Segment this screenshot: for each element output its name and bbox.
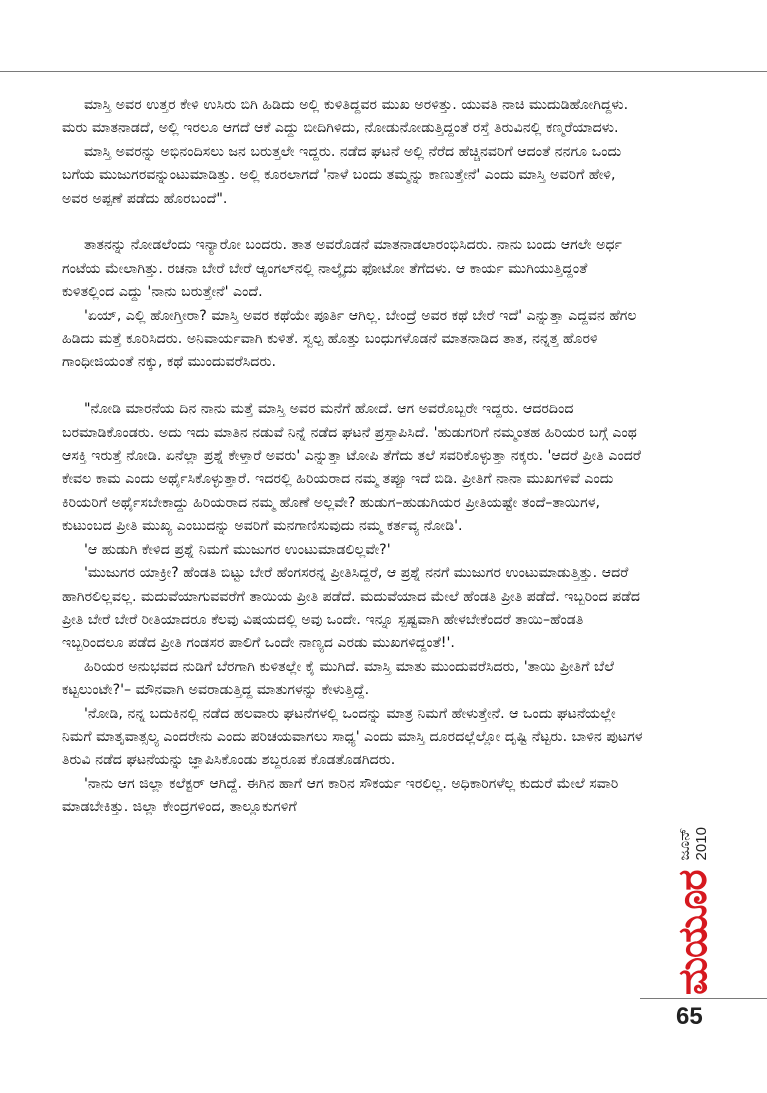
issue-date: ಜೂನ್ 2010 bbox=[676, 827, 710, 861]
paragraph: ತಾತನನ್ನು ನೋಡಲೆಂದು ಇನ್ಯಾರೋ ಬಂದರು. ತಾತ ಅವರೊಡನೆ ಮಾತನಾಡಲಾರಂಭಿಸಿದರು. ನಾನು ಬಂದು ಆಗಲೇ ಅರ್ಧ ಗಂಟೆಯ ಮೇಲಾಗಿತ್ತು. ರಚನಾ ಬೇರೆ ಬೇರೆ ಆ್ಯಂಗಲ್‌ನಲ್ಲಿ ನಾಲ್ಕೈದು ಫೋಟೋ ತೆಗೆದಳು. ಆ ಕಾರ್ಯ ಮುಗಿಯುತ್ತಿದ್ದಂತೆ ಕುಳಿತಲ್ಲಿಂದ ಎದ್ದು 'ನಾನು ಬರುತ್ತೇನೆ' ಎಂದೆ. bbox=[62, 237, 627, 301]
paragraph: "ನೋಡಿ ಮಾರನೆಯ ದಿನ ನಾನು ಮತ್ತೆ ಮಾಸ್ತಿ ಅವರ ಮನೆಗೆ ಹೋದೆ. ಆಗ ಅವರೊಬ್ಬರೇ ಇದ್ದರು. ಆದರದಿಂದ ಬರಮಾಡಿಕೊಂಡರು. ಅದು ಇದು ಮಾತಿನ ನಡುವೆ ನಿನ್ನೆ ನಡೆದ ಘಟನೆ ಪ್ರಸ್ತಾಪಿಸಿದೆ. 'ಹುಡುಗರಿಗೆ ನಮ್ಮಂತಹ ಹಿರಿಯರ ಬಗ್ಗೆ ಎಂಥ ಆಸಕ್ತಿ ಇರುತ್ತೆ ನೋಡಿ. ಏನೆಲ್ಲಾ ಪ್ರಶ್ನೆ ಕೇಳ್ತಾರೆ ಅವರು' ಎನ್ನುತ್ತಾ ಟೋಪಿ ತೆಗೆದು ತಲೆ ಸವರಿಕೊಳ್ಳುತ್ತಾ ನಕ್ಕರು. 'ಆದರೆ ಪ್ರೀತಿ ಎಂದರೆ ಕೇವಲ ಕಾಮ ಎಂದು ಅರ್ಥೈಸಿಕೊಳ್ಳುತ್ತಾರೆ. ಇದರಲ್ಲಿ ಹಿರಿಯರಾದ ನಮ್ಮ ತಪ್ಪೂ ಇದೆ ಬಿಡಿ. ಪ್ರೀತಿಗೆ ನಾನಾ ಮುಖಗಳಿವೆ ಎಂದು ಕಿರಿಯರಿಗೆ ಅರ್ಥೈಸಬೇಕಾದ್ದು ಹಿರಿಯರಾದ ನಮ್ಮ ಹೊಣೆ ಅಲ್ಲವೇ? ಹುಡುಗ–ಹುಡುಗಿಯರ ಪ್ರೀತಿಯಷ್ಟೇ ತಂದೆ–ತಾಯಿಗಳ, ಕುಟುಂಬದ ಪ್ರೀತಿ ಮುಖ್ಯ ಎಂಬುದನ್ನು ಅವರಿಗೆ ಮನಗಾಣಿಸುವುದು ನಮ್ಮ ಕರ್ತವ್ಯ ನೋಡಿ'. bbox=[62, 401, 646, 535]
paragraph-gap bbox=[62, 375, 644, 398]
paragraph: 'ಏಯ್, ಎಲ್ಲಿ ಹೋಗ್ತೀರಾ? ಮಾಸ್ತಿ ಅವರ ಕಥೆಯೇ ಪೂರ್ತಿ ಆಗಿಲ್ಲ. ಬೇಂದ್ರೆ ಅವರ ಕಥೆ ಬೇರೆ ಇದೆ' ಎನ್ನುತ್ತಾ ಎದ್ದವನ ಹೆಗಲ ಹಿಡಿದು ಮತ್ತೆ ಕೂರಿಸಿದರು. ಅನಿವಾರ್ಯವಾಗಿ ಕುಳಿತೆ. ಸ್ವಲ್ಪ ಹೊತ್ತು ಬಂಧುಗಳೊಡನೆ ಮಾತನಾಡಿದ ತಾತ, ನನ್ನತ್ತ ಹೊರಳಿ ಗಾಂಧೀಜಿಯಂತೆ ನಕ್ಕು, ಕಥೆ ಮುಂದುವರೆಸಿದರು. bbox=[62, 307, 642, 371]
paragraph: 'ನಾನು ಆಗ ಜಿಲ್ಲಾ ಕಲೆಕ್ಟರ್ ಆಗಿದ್ದೆ. ಈಗಿನ ಹಾಗೆ ಆಗ ಕಾರಿನ ಸೌಕರ್ಯ ಇರಲಿಲ್ಲ. ಅಧಿಕಾರಿಗಳೆಲ್ಲ ಕುದುರೆ ಮೇಲೆ ಸವಾರಿ ಮಾಡಬೇಕಿತ್ತು. ಜಿಲ್ಲಾ ಕೇಂದ್ರಗಳಿಂದ, ತಾಲ್ಲೂಕುಗಳಿಗೆ bbox=[62, 775, 623, 816]
sidebar-masthead bbox=[648, 820, 738, 995]
paragraph: ಮಾಸ್ತಿ ಅವರ ಉತ್ತರ ಕೇಳಿ ಉಸಿರು ಬಿಗಿ ಹಿಡಿದು ಅಲ್ಲಿ ಕುಳಿತಿದ್ದವರ ಮುಖ ಅರಳಿತ್ತು. ಯುವತಿ ನಾಚಿ ಮುದುಡಿಹೋಗಿದ್ದಳು. ಮರು ಮಾತನಾಡದೆ, ಅಲ್ಲಿ ಇರಲೂ ಆಗದೆ ಆಕೆ ಎದ್ದು ಬೀದಿಗಿಳಿದು, ನೋಡುನೋಡುತ್ತಿದ್ದಂತೆ ರಸ್ತೆ ತಿರುವಿನಲ್ಲಿ ಕಣ್ಮರೆಯಾದಳು. bbox=[62, 97, 633, 137]
footer-rule bbox=[640, 998, 767, 999]
paragraph-gap bbox=[62, 211, 644, 234]
paragraph: 'ನೋಡಿ, ನನ್ನ ಬದುಕಿನಲ್ಲಿ ನಡೆದ ಹಲವಾರು ಘಟನೆಗಳಲ್ಲಿ ಒಂದನ್ನು ಮಾತ್ರ ನಿಮಗೆ ಹೇಳುತ್ತೇನೆ. ಆ ಒಂದು ಘಟನೆಯಲ್ಲೇ ನಿಮಗೆ ಮಾತೃವಾತ್ಸಲ್ಯ ಎಂದರೇನು ಎಂದು ಪರಿಚಯವಾಗಲು ಸಾಧ್ಯ' ಎಂದು ಮಾಸ್ತಿ ದೂರದಲ್ಲೆಲ್ಲೋ ದೃಷ್ಟಿ ನೆಟ್ಟರು. ಬಾಳಿನ ಪುಟಗಳ ತಿರುವಿ ನಡೆದ ಘಟನೆಯನ್ನು ಜ್ಞಾಪಿಸಿಕೊಂಡು ಶಬ್ದರೂಪ ಕೊಡತೊಡಗಿದರು. bbox=[62, 705, 648, 769]
paragraph: 'ಮುಜುಗರ ಯಾಕ್ರೀ? ಹೆಂಡತಿ ಬಿಟ್ಟು ಬೇರೆ ಹೆಂಗಸರನ್ನ ಪ್ರೀತಿಸಿದ್ದರೆ, ಆ ಪ್ರಶ್ನೆ ನನಗೆ ಮುಜುಗರ ಉಂಟುಮಾಡುತ್ತಿತ್ತು. ಆದರೆ ಹಾಗಿರಲಿಲ್ಲವಲ್ಲ. ಮದುವೆಯಾಗುವವರೆಗೆ ತಾಯಿಯ ಪ್ರೀತಿ ಪಡೆದೆ. ಮದುವೆಯಾದ ಮೇಲೆ ಹೆಂಡತಿ ಪ್ರೀತಿ ಪಡೆದೆ. ಇಬ್ಬರಿಂದ ಪಡೆದ ಪ್ರೀತಿ ಬೇರೆ ಬೇರೆ ರೀತಿಯಾದರೂ ಕೆಲವು ವಿಷಯದಲ್ಲಿ ಅವು ಒಂದೇ. ಇನ್ನೂ ಸ್ಪಷ್ಟವಾಗಿ ಹೇಳಬೇಕೆಂದರೆ ತಾಯಿ–ಹೆಂಡತಿ ಇಬ್ಬರಿಂದಲೂ ಪಡೆದ ಪ್ರೀತಿ ಗಂಡಸರ ಪಾಲಿಗೆ ಒಂದೇ ನಾಣ್ಯದ ಎರಡು ಮುಖಗಳಿದ್ದಂತೆ!'. bbox=[62, 565, 645, 652]
page-number: 65 bbox=[676, 1003, 703, 1030]
top-rule bbox=[0, 71, 767, 72]
paragraph: 'ಆ ಹುಡುಗಿ ಕೇಳಿದ ಪ್ರಶ್ನೆ ನಿಮಗೆ ಮುಜುಗರ ಉಂಟುಮಾಡಲಿಲ್ಲವೇ?' bbox=[84, 541, 391, 558]
paragraph: ಮಾಸ್ತಿ ಅವರನ್ನು ಅಭಿನಂದಿಸಲು ಜನ ಬರುತ್ತಲೇ ಇದ್ದರು. ನಡೆದ ಘಟನೆ ಅಲ್ಲಿ ನೆರೆದ ಹೆಚ್ಚಿನವರಿಗೆ ಆದಂತೆ ನನಗೂ ಒಂದು ಬಗೆಯ ಮುಜುಗರವನ್ನುಂಟುಮಾಡಿತ್ತು. ಅಲ್ಲಿ ಕೂರಲಾಗದೆ 'ನಾಳೆ ಬಂದು ತಮ್ಮನ್ನು ಕಾಣುತ್ತೇನೆ' ಎಂದು ಮಾಸ್ತಿ ಅವರಿಗೆ ಹೇಳಿ, ಅವರ ಅಪ್ಪಣೆ ಪಡೆದು ಹೊರಬಂದೆ". bbox=[62, 143, 626, 207]
paragraph: ಹಿರಿಯರ ಅನುಭವದ ನುಡಿಗೆ ಬೆರಗಾಗಿ ಕುಳಿತಲ್ಲೇ ಕೈ ಮುಗಿದೆ. ಮಾಸ್ತಿ ಮಾತು ಮುಂದುವರೆಸಿದರು, 'ತಾಯಿ ಪ್ರೀತಿಗೆ ಬೆಲೆ ಕಟ್ಟಲುಂಟೇ?'– ಮೌನವಾಗಿ ಅವರಾಡುತ್ತಿದ್ದ ಮಾತುಗಳನ್ನು ಕೇಳುತ್ತಿದ್ದೆ. bbox=[62, 658, 619, 699]
magazine-name: ಮಯೂರ bbox=[670, 870, 716, 995]
article-body bbox=[62, 94, 648, 820]
